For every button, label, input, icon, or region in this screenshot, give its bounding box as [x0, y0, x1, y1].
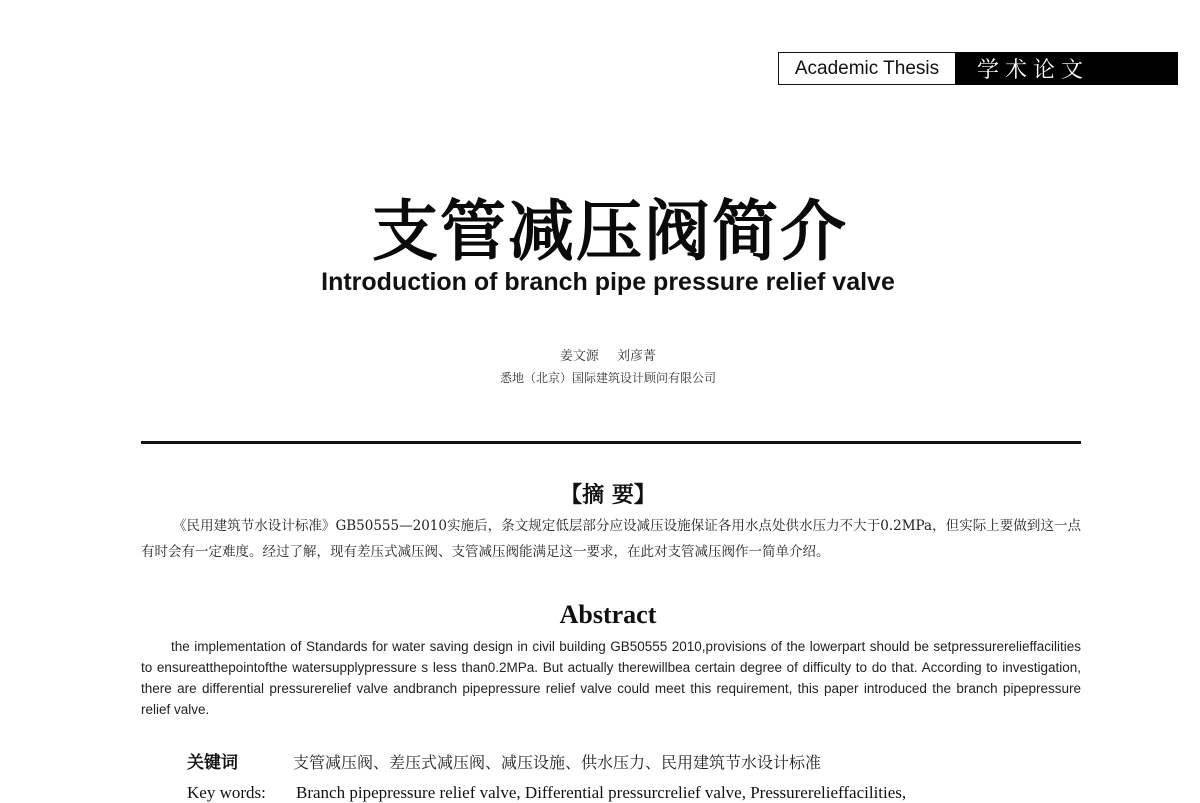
- abstract-zh-body: [141, 513, 1081, 565]
- abstract-zh-text: 《民用建筑节水设计标准》GB50555—2010实施后，条文规定低层部分应设减压设施保证各用水点处供水压力不大于0.2MPa，但实际上要做到这一点有时会有一定难度。经过了解，现有差压式减压阀、支管减压阀能满足这一要求，在此对支管减压阀作一简单介绍。: [141, 518, 1081, 560]
- section-tag-zh: 学术论文: [955, 52, 1178, 85]
- divider-rule: [141, 441, 1081, 444]
- abstract-en-text: the implementation of Standards for water saving design in civil building GB50555 2010,provisions of the lowerpart should be setpressurerelieffacilities to ensureatthepointofthe watersupplypressure s less than0.2MPa. But actually therewillbea certain degree of difficulty to do that. According to investigation, there are differential pressurerelief valve andbranch pipepressure relief valve could meet this requirement, this paper introduced the branch pipepressure relief valve.: [141, 639, 1081, 717]
- title-en: Introduction of branch pipe pressure relief valve: [321, 268, 895, 296]
- affiliation: 悉地（北京）国际建筑设计顾问有限公司: [499, 371, 716, 385]
- abstract-zh-heading: 【摘 要】: [560, 482, 656, 508]
- keywords-en-label: Key words:: [187, 783, 266, 802]
- authors: 姜文源 刘彦菁: [559, 349, 657, 364]
- title-zh: 支管减压阀简介: [372, 193, 848, 270]
- keywords-zh-label: 关键词: [187, 753, 238, 773]
- abstract-en-heading: Abstract: [559, 600, 657, 629]
- abstract-en-body: [141, 636, 1081, 720]
- keywords-zh: [187, 748, 821, 773]
- keywords-en-text: Branch pipepressure relief valve, Differential pressurcrelief valve, Pressurerelieffacilities,: [296, 783, 907, 802]
- section-tag: [778, 52, 1178, 85]
- section-tag-en: Academic Thesis: [778, 52, 955, 85]
- keywords-en: [187, 783, 906, 803]
- keywords-zh-text: 支管减压阀、差压式减压阀、减压设施、供水压力、民用建筑节水设计标准: [293, 753, 822, 772]
